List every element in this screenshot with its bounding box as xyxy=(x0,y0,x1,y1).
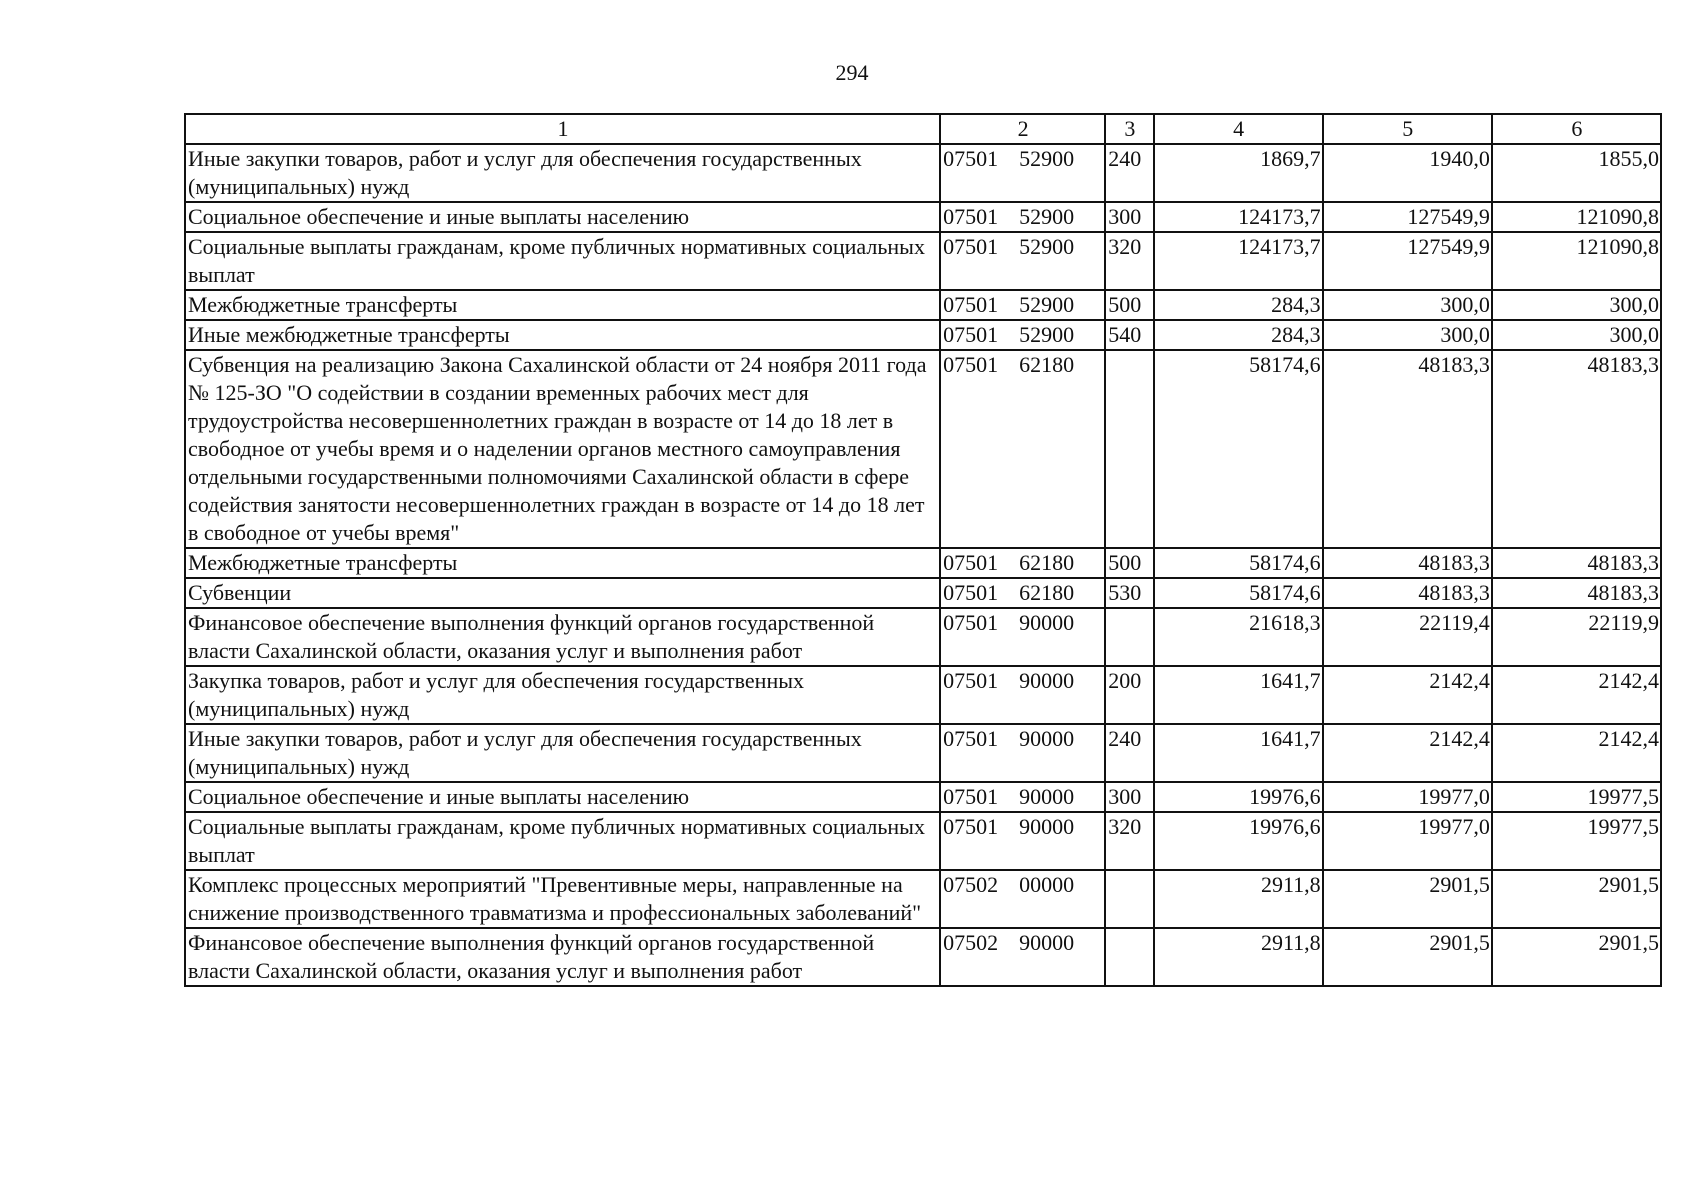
direction-code: 90000 xyxy=(1019,610,1075,635)
table-row xyxy=(185,928,1661,986)
expense-type-code: 500 xyxy=(1105,290,1153,320)
row-name: Социальное обеспечение и иные выплаты населению xyxy=(185,782,940,812)
amount-col6: 48183,3 xyxy=(1492,350,1661,548)
expense-type-code: 320 xyxy=(1105,232,1153,290)
table-row xyxy=(185,232,1661,290)
amount-col5: 2901,5 xyxy=(1323,928,1492,986)
table-row xyxy=(185,202,1661,232)
direction-code: 62180 xyxy=(1019,352,1075,377)
expense-type-code: 500 xyxy=(1105,548,1153,578)
direction-code: 90000 xyxy=(1019,814,1075,839)
program-code: 07501 xyxy=(943,234,999,259)
table-row xyxy=(185,608,1661,666)
table-row xyxy=(185,782,1661,812)
table-row xyxy=(185,350,1661,548)
direction-code: 52900 xyxy=(1019,234,1075,259)
expense-type-code: 530 xyxy=(1105,578,1153,608)
amount-col6: 48183,3 xyxy=(1492,578,1661,608)
amount-col5: 1940,0 xyxy=(1323,144,1492,202)
amount-col5: 22119,4 xyxy=(1323,608,1492,666)
column-header: 4 xyxy=(1154,114,1323,144)
amount-col6: 19977,5 xyxy=(1492,812,1661,870)
program-code: 07501 xyxy=(943,580,999,605)
program-code: 07502 xyxy=(943,930,999,955)
row-name: Закупка товаров, работ и услуг для обеспечения государственных (муниципальных) нужд xyxy=(185,666,940,724)
program-code: 07501 xyxy=(943,610,999,635)
program-code: 07501 xyxy=(943,292,999,317)
amount-col4: 2911,8 xyxy=(1154,870,1323,928)
direction-code: 90000 xyxy=(1019,784,1075,809)
amount-col4: 284,3 xyxy=(1154,320,1323,350)
row-code xyxy=(940,782,1105,812)
amount-col5: 19977,0 xyxy=(1323,812,1492,870)
row-code xyxy=(940,290,1105,320)
amount-col6: 121090,8 xyxy=(1492,202,1661,232)
amount-col4: 284,3 xyxy=(1154,290,1323,320)
row-name: Социальные выплаты гражданам, кроме публичных нормативных социальных выплат xyxy=(185,812,940,870)
expense-type-code: 240 xyxy=(1105,144,1153,202)
amount-col5: 48183,3 xyxy=(1323,548,1492,578)
amount-col4: 1869,7 xyxy=(1154,144,1323,202)
amount-col5: 48183,3 xyxy=(1323,350,1492,548)
expense-type-code: 200 xyxy=(1105,666,1153,724)
direction-code: 90000 xyxy=(1019,668,1075,693)
program-code: 07501 xyxy=(943,204,999,229)
row-code xyxy=(940,350,1105,548)
column-header: 2 xyxy=(940,114,1105,144)
amount-col6: 48183,3 xyxy=(1492,548,1661,578)
amount-col5: 300,0 xyxy=(1323,320,1492,350)
amount-col6: 300,0 xyxy=(1492,320,1661,350)
row-name: Межбюджетные трансферты xyxy=(185,290,940,320)
column-header: 5 xyxy=(1323,114,1492,144)
amount-col6: 300,0 xyxy=(1492,290,1661,320)
table-body xyxy=(185,144,1661,986)
amount-col6: 121090,8 xyxy=(1492,232,1661,290)
amount-col6: 2901,5 xyxy=(1492,928,1661,986)
expense-type-code xyxy=(1105,870,1153,928)
column-header: 6 xyxy=(1492,114,1661,144)
amount-col4: 1641,7 xyxy=(1154,666,1323,724)
amount-col4: 58174,6 xyxy=(1154,350,1323,548)
row-name: Финансовое обеспечение выполнения функций органов государственной власти Сахалинской области, оказания услуг и выполнения работ xyxy=(185,928,940,986)
direction-code: 52900 xyxy=(1019,146,1075,171)
table-row xyxy=(185,290,1661,320)
amount-col6: 2142,4 xyxy=(1492,724,1661,782)
row-name: Иные закупки товаров, работ и услуг для обеспечения государственных (муниципальных) нужд xyxy=(185,724,940,782)
amount-col5: 127549,9 xyxy=(1323,202,1492,232)
program-code: 07501 xyxy=(943,550,999,575)
row-name: Социальное обеспечение и иные выплаты населению xyxy=(185,202,940,232)
amount-col5: 2142,4 xyxy=(1323,724,1492,782)
table-row xyxy=(185,666,1661,724)
amount-col4: 58174,6 xyxy=(1154,548,1323,578)
amount-col6: 1855,0 xyxy=(1492,144,1661,202)
table-row xyxy=(185,320,1661,350)
row-code xyxy=(940,928,1105,986)
table-row xyxy=(185,870,1661,928)
amount-col5: 127549,9 xyxy=(1323,232,1492,290)
amount-col6: 22119,9 xyxy=(1492,608,1661,666)
direction-code: 62180 xyxy=(1019,550,1075,575)
table-row xyxy=(185,812,1661,870)
amount-col5: 19977,0 xyxy=(1323,782,1492,812)
table-row xyxy=(185,144,1661,202)
expense-type-code: 240 xyxy=(1105,724,1153,782)
direction-code: 90000 xyxy=(1019,726,1075,751)
direction-code: 52900 xyxy=(1019,204,1075,229)
program-code: 07501 xyxy=(943,668,999,693)
program-code: 07501 xyxy=(943,352,999,377)
row-code xyxy=(940,608,1105,666)
direction-code: 62180 xyxy=(1019,580,1075,605)
direction-code: 00000 xyxy=(1019,872,1075,897)
row-code xyxy=(940,666,1105,724)
expense-type-code: 300 xyxy=(1105,202,1153,232)
amount-col4: 21618,3 xyxy=(1154,608,1323,666)
amount-col5: 2142,4 xyxy=(1323,666,1492,724)
amount-col5: 2901,5 xyxy=(1323,870,1492,928)
row-name: Иные межбюджетные трансферты xyxy=(185,320,940,350)
row-name: Комплекс процессных мероприятий "Превентивные меры, направленные на снижение производственного травматизма и профессиональных заболеваний" xyxy=(185,870,940,928)
direction-code: 90000 xyxy=(1019,930,1075,955)
amount-col6: 2901,5 xyxy=(1492,870,1661,928)
program-code: 07502 xyxy=(943,872,999,897)
row-code xyxy=(940,578,1105,608)
amount-col6: 2142,4 xyxy=(1492,666,1661,724)
row-code xyxy=(940,548,1105,578)
row-name: Социальные выплаты гражданам, кроме публичных нормативных социальных выплат xyxy=(185,232,940,290)
table-row xyxy=(185,724,1661,782)
budget-table xyxy=(184,113,1662,987)
program-code: 07501 xyxy=(943,322,999,347)
table-row xyxy=(185,548,1661,578)
expense-type-code xyxy=(1105,350,1153,548)
row-name: Иные закупки товаров, работ и услуг для обеспечения государственных (муниципальных) нужд xyxy=(185,144,940,202)
direction-code: 52900 xyxy=(1019,292,1075,317)
header-row xyxy=(185,114,1661,144)
expense-type-code: 300 xyxy=(1105,782,1153,812)
amount-col4: 124173,7 xyxy=(1154,202,1323,232)
direction-code: 52900 xyxy=(1019,322,1075,347)
row-name: Субвенции xyxy=(185,578,940,608)
amount-col5: 48183,3 xyxy=(1323,578,1492,608)
expense-type-code xyxy=(1105,608,1153,666)
expense-type-code: 540 xyxy=(1105,320,1153,350)
amount-col4: 1641,7 xyxy=(1154,724,1323,782)
row-name: Субвенция на реализацию Закона Сахалинской области от 24 ноября 2011 года № 125-ЗО "О содействии в создании временных рабочих мест для трудоустройства несовершеннолетних граждан в возрасте от 14 до 18 лет в свободное от учебы время и о наделении органов местного самоуправления отдельными государственными полномочиями Сахалинской области в сфере содействия занятости несовершеннолетних граждан в возрасте от 14 до 18 лет в свободное от учебы время" xyxy=(185,350,940,548)
row-name: Финансовое обеспечение выполнения функций органов государственной власти Сахалинской области, оказания услуг и выполнения работ xyxy=(185,608,940,666)
table-row xyxy=(185,578,1661,608)
page-number: 294 xyxy=(835,60,869,85)
row-code xyxy=(940,724,1105,782)
amount-col4: 2911,8 xyxy=(1154,928,1323,986)
column-header: 1 xyxy=(185,114,940,144)
amount-col5: 300,0 xyxy=(1323,290,1492,320)
amount-col4: 58174,6 xyxy=(1154,578,1323,608)
program-code: 07501 xyxy=(943,814,999,839)
program-code: 07501 xyxy=(943,726,999,751)
amount-col4: 19976,6 xyxy=(1154,782,1323,812)
row-code xyxy=(940,144,1105,202)
program-code: 07501 xyxy=(943,784,999,809)
amount-col4: 124173,7 xyxy=(1154,232,1323,290)
row-code xyxy=(940,202,1105,232)
expense-type-code: 320 xyxy=(1105,812,1153,870)
amount-col6: 19977,5 xyxy=(1492,782,1661,812)
row-code xyxy=(940,232,1105,290)
column-header: 3 xyxy=(1105,114,1153,144)
row-code xyxy=(940,320,1105,350)
amount-col4: 19976,6 xyxy=(1154,812,1323,870)
expense-type-code xyxy=(1105,928,1153,986)
row-name: Межбюджетные трансферты xyxy=(185,548,940,578)
row-code xyxy=(940,812,1105,870)
row-code xyxy=(940,870,1105,928)
program-code: 07501 xyxy=(943,146,999,171)
